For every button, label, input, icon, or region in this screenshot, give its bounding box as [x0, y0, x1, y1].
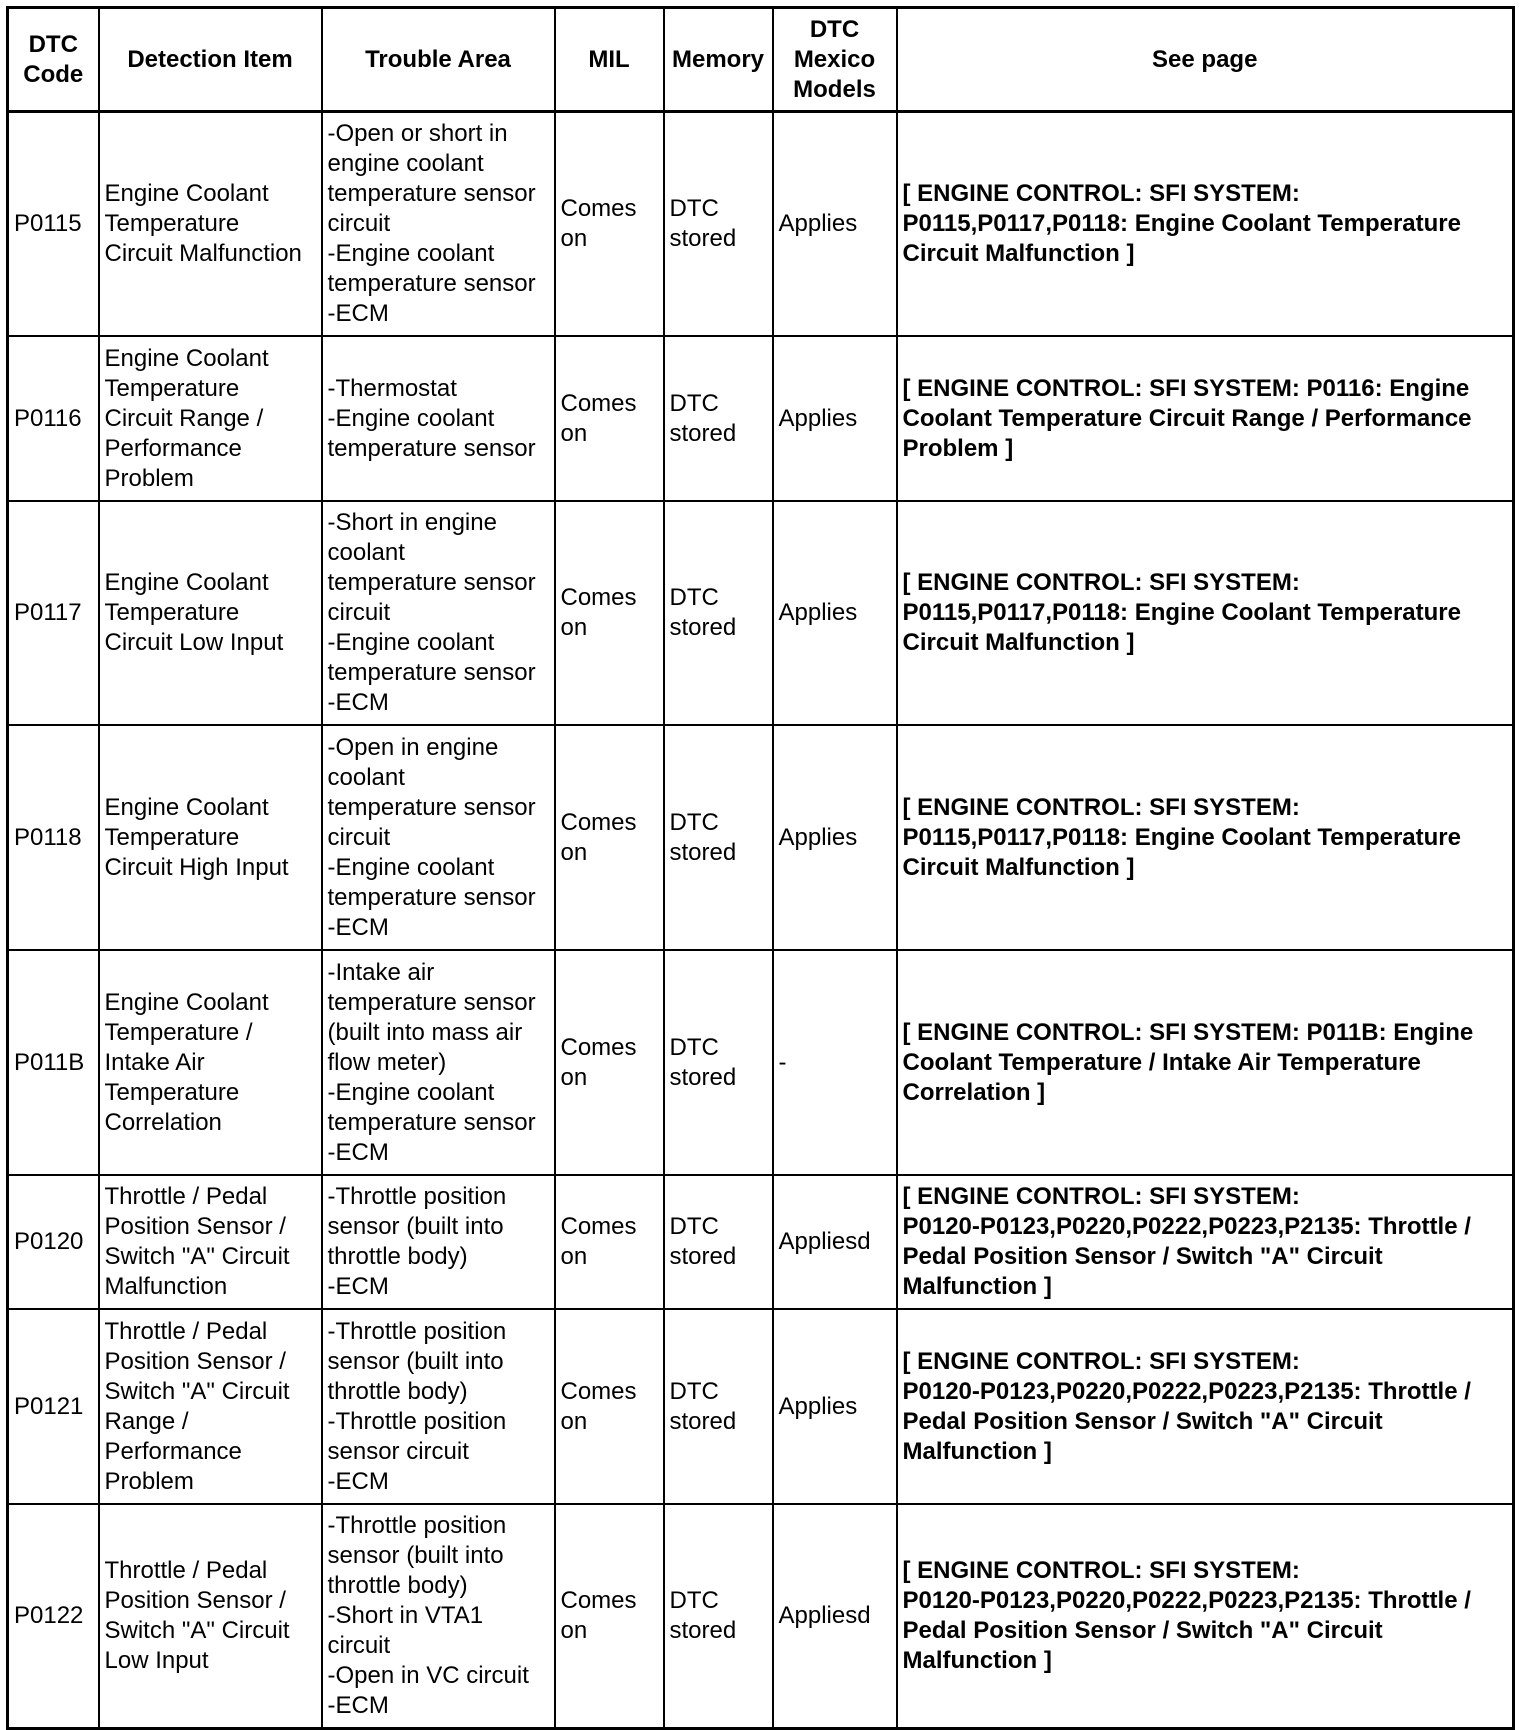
detection-item-cell: Throttle / Pedal Position Sensor / Switch "A" Circuit Malfunction [99, 1175, 322, 1309]
table-row [8, 1504, 1514, 1729]
header-mil: MIL [555, 8, 664, 112]
see-page-cell: [ ENGINE CONTROL: SFI SYSTEM: P0115,P0117,P0118: Engine Coolant Temperature Circuit Malfunction ] [897, 725, 1514, 950]
see-page-cell: [ ENGINE CONTROL: SFI SYSTEM: P0115,P0117,P0118: Engine Coolant Temperature Circuit Malfunction ] [897, 112, 1514, 337]
mexico-models-cell: - [773, 950, 897, 1175]
detection-item-cell: Engine Coolant Temperature Circuit Malfunction [99, 112, 322, 337]
dtc-code-cell: P0117 [8, 501, 99, 725]
table-row [8, 336, 1514, 501]
mil-cell: Comes on [555, 336, 664, 501]
header-row [8, 8, 1514, 112]
header-mexico-models: DTC Mexico Models [773, 8, 897, 112]
table-row [8, 950, 1514, 1175]
memory-cell: DTC stored [664, 1309, 773, 1504]
table-row [8, 501, 1514, 725]
mil-cell: Comes on [555, 112, 664, 337]
memory-cell: DTC stored [664, 501, 773, 725]
mexico-models-cell: Applies [773, 501, 897, 725]
memory-cell: DTC stored [664, 1504, 773, 1729]
trouble-area-cell: -Thermostat -Engine coolant temperature sensor [322, 336, 555, 501]
mil-cell: Comes on [555, 1175, 664, 1309]
detection-item-cell: Throttle / Pedal Position Sensor / Switch "A" Circuit Range / Performance Problem [99, 1309, 322, 1504]
mil-cell: Comes on [555, 1309, 664, 1504]
table-row [8, 1175, 1514, 1309]
header-memory: Memory [664, 8, 773, 112]
dtc-code-cell: P0120 [8, 1175, 99, 1309]
detection-item-cell: Throttle / Pedal Position Sensor / Switch "A" Circuit Low Input [99, 1504, 322, 1729]
mil-cell: Comes on [555, 950, 664, 1175]
memory-cell: DTC stored [664, 950, 773, 1175]
trouble-area-cell: -Open in engine coolant temperature sensor circuit -Engine coolant temperature sensor -ECM [322, 725, 555, 950]
dtc-code-cell: P0118 [8, 725, 99, 950]
detection-item-cell: Engine Coolant Temperature Circuit Range / Performance Problem [99, 336, 322, 501]
header-dtc-code: DTC Code [8, 8, 99, 112]
memory-cell: DTC stored [664, 1175, 773, 1309]
mexico-models-cell: Applies [773, 336, 897, 501]
dtc-code-cell: P0115 [8, 112, 99, 337]
mexico-models-cell: Appliesd [773, 1175, 897, 1309]
trouble-area-cell: -Throttle position sensor (built into throttle body) -Short in VTA1 circuit -Open in VC circuit -ECM [322, 1504, 555, 1729]
see-page-cell: [ ENGINE CONTROL: SFI SYSTEM: P0120-P0123,P0220,P0222,P0223,P2135: Throttle / Pedal Position Sensor / Switch "A" Circuit Malfunction ] [897, 1504, 1514, 1729]
see-page-cell: [ ENGINE CONTROL: SFI SYSTEM: P0115,P0117,P0118: Engine Coolant Temperature Circuit Malfunction ] [897, 501, 1514, 725]
memory-cell: DTC stored [664, 112, 773, 337]
header-detection-item: Detection Item [99, 8, 322, 112]
trouble-area-cell: -Open or short in engine coolant temperature sensor circuit -Engine coolant temperature sensor -ECM [322, 112, 555, 337]
see-page-cell: [ ENGINE CONTROL: SFI SYSTEM: P0116: Engine Coolant Temperature Circuit Range / Performance Problem ] [897, 336, 1514, 501]
see-page-cell: [ ENGINE CONTROL: SFI SYSTEM: P011B: Engine Coolant Temperature / Intake Air Temperature Correlation ] [897, 950, 1514, 1175]
dtc-code-cell: P011B [8, 950, 99, 1175]
mexico-models-cell: Applies [773, 725, 897, 950]
trouble-area-cell: -Intake air temperature sensor (built into mass air flow meter) -Engine coolant temperature sensor -ECM [322, 950, 555, 1175]
mexico-models-cell: Appliesd [773, 1504, 897, 1729]
dtc-code-cell: P0122 [8, 1504, 99, 1729]
mil-cell: Comes on [555, 725, 664, 950]
detection-item-cell: Engine Coolant Temperature Circuit Low Input [99, 501, 322, 725]
header-see-page: See page [897, 8, 1514, 112]
mexico-models-cell: Applies [773, 112, 897, 337]
trouble-area-cell: -Throttle position sensor (built into throttle body) -ECM [322, 1175, 555, 1309]
dtc-table [6, 6, 1515, 1730]
mexico-models-cell: Applies [773, 1309, 897, 1504]
dtc-code-cell: P0121 [8, 1309, 99, 1504]
header-trouble-area: Trouble Area [322, 8, 555, 112]
trouble-area-cell: -Short in engine coolant temperature sensor circuit -Engine coolant temperature sensor -ECM [322, 501, 555, 725]
see-page-cell: [ ENGINE CONTROL: SFI SYSTEM: P0120-P0123,P0220,P0222,P0223,P2135: Throttle / Pedal Position Sensor / Switch "A" Circuit Malfunction ] [897, 1309, 1514, 1504]
memory-cell: DTC stored [664, 725, 773, 950]
table-row [8, 1309, 1514, 1504]
see-page-cell: [ ENGINE CONTROL: SFI SYSTEM: P0120-P0123,P0220,P0222,P0223,P2135: Throttle / Pedal Position Sensor / Switch "A" Circuit Malfunction ] [897, 1175, 1514, 1309]
mil-cell: Comes on [555, 1504, 664, 1729]
trouble-area-cell: -Throttle position sensor (built into throttle body) -Throttle position sensor circuit -ECM [322, 1309, 555, 1504]
table-row [8, 725, 1514, 950]
detection-item-cell: Engine Coolant Temperature / Intake Air Temperature Correlation [99, 950, 322, 1175]
dtc-code-cell: P0116 [8, 336, 99, 501]
detection-item-cell: Engine Coolant Temperature Circuit High Input [99, 725, 322, 950]
table-row [8, 112, 1514, 337]
mil-cell: Comes on [555, 501, 664, 725]
memory-cell: DTC stored [664, 336, 773, 501]
